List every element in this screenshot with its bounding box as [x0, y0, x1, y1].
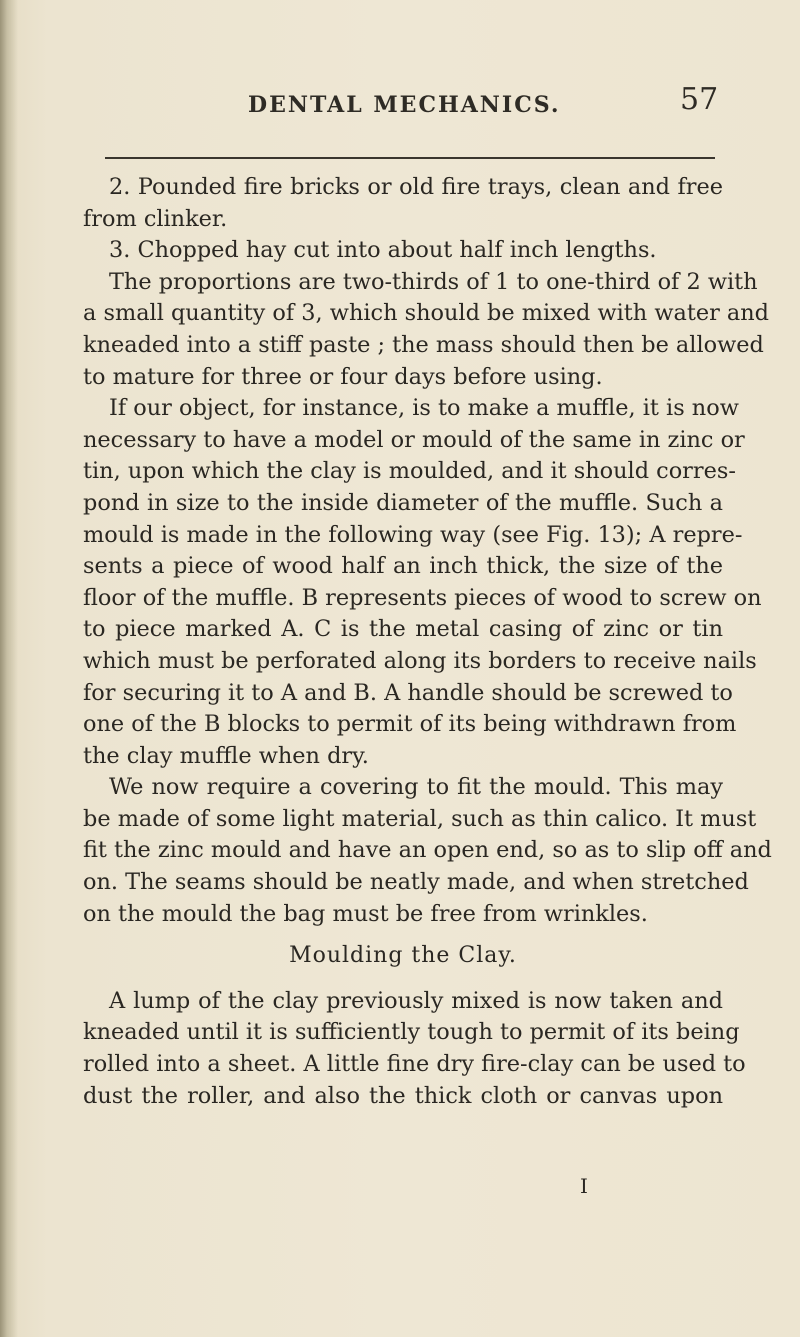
text-line: on. The seams should be neatly made, and when stretched: [83, 869, 749, 896]
text-line: one of the B blocks to permit of its being withdrawn from: [83, 711, 737, 738]
text-line: 3. Chopped hay cut into about half inch lengths.: [109, 237, 657, 264]
text-line: from clinker.: [83, 205, 228, 232]
text-line: for securing it to A and B. A handle should be screwed to: [83, 679, 733, 706]
text-line: A lump of the clay previously mixed is now taken and: [109, 987, 723, 1014]
signature-mark: I: [580, 1174, 588, 1198]
text-line: necessary to have a model or mould of the same in zinc or: [83, 426, 745, 453]
text-line: If our object, for instance, is to make a muffle, it is now: [109, 395, 739, 422]
section-heading: Moulding the Clay.: [289, 943, 517, 969]
text-line: to piece marked A. C is the metal casing of zinc or tin: [83, 616, 723, 643]
text-line: the clay muffle when dry.: [83, 742, 369, 769]
text-line: mould is made in the following way (see Fig. 13); A repre-: [83, 521, 743, 548]
header-rule: [105, 157, 715, 159]
text-line: We now require a covering to fit the mould. This may: [109, 774, 723, 801]
text-line: tin, upon which the clay is moulded, and it should corres-: [83, 458, 736, 485]
spine-shadow: [0, 0, 18, 1337]
text-line: rolled into a sheet. A little fine dry fire-clay can be used to: [83, 1051, 746, 1078]
text-line: kneaded into a stiff paste ; the mass should then be allowed: [83, 331, 764, 358]
text-line: floor of the muffle. B represents pieces of wood to screw on: [83, 584, 762, 611]
text-line: a small quantity of 3, which should be mixed with water and: [83, 300, 770, 327]
text-line: which must be perforated along its borders to receive nails: [83, 647, 757, 674]
text-line: be made of some light material, such as thin calico. It must: [83, 805, 757, 832]
text-line: The proportions are two-thirds of 1 to one-third of 2 with: [109, 268, 758, 295]
text-line: sents a piece of wood half an inch thick, the size of the: [83, 553, 723, 580]
text-line: kneaded until it is sufficiently tough to permit of its being: [83, 1019, 740, 1046]
text-line: on the mould the bag must be free from wrinkles.: [83, 900, 648, 927]
text-line: pond in size to the inside diameter of the muffle. Such a: [83, 489, 723, 516]
body-text: [83, 172, 772, 1112]
text-line: fit the zinc mould and have an open end, so as to slip off and: [83, 837, 772, 864]
text-line: to mature for three or four days before using.: [83, 363, 603, 390]
page-number: 57: [680, 82, 719, 117]
text-line: dust the roller, and also the thick cloth or canvas upon: [83, 1082, 723, 1109]
text-line: 2. Pounded fire bricks or old fire trays, clean and free: [109, 174, 723, 200]
running-head: DENTAL MECHANICS.: [248, 92, 561, 118]
